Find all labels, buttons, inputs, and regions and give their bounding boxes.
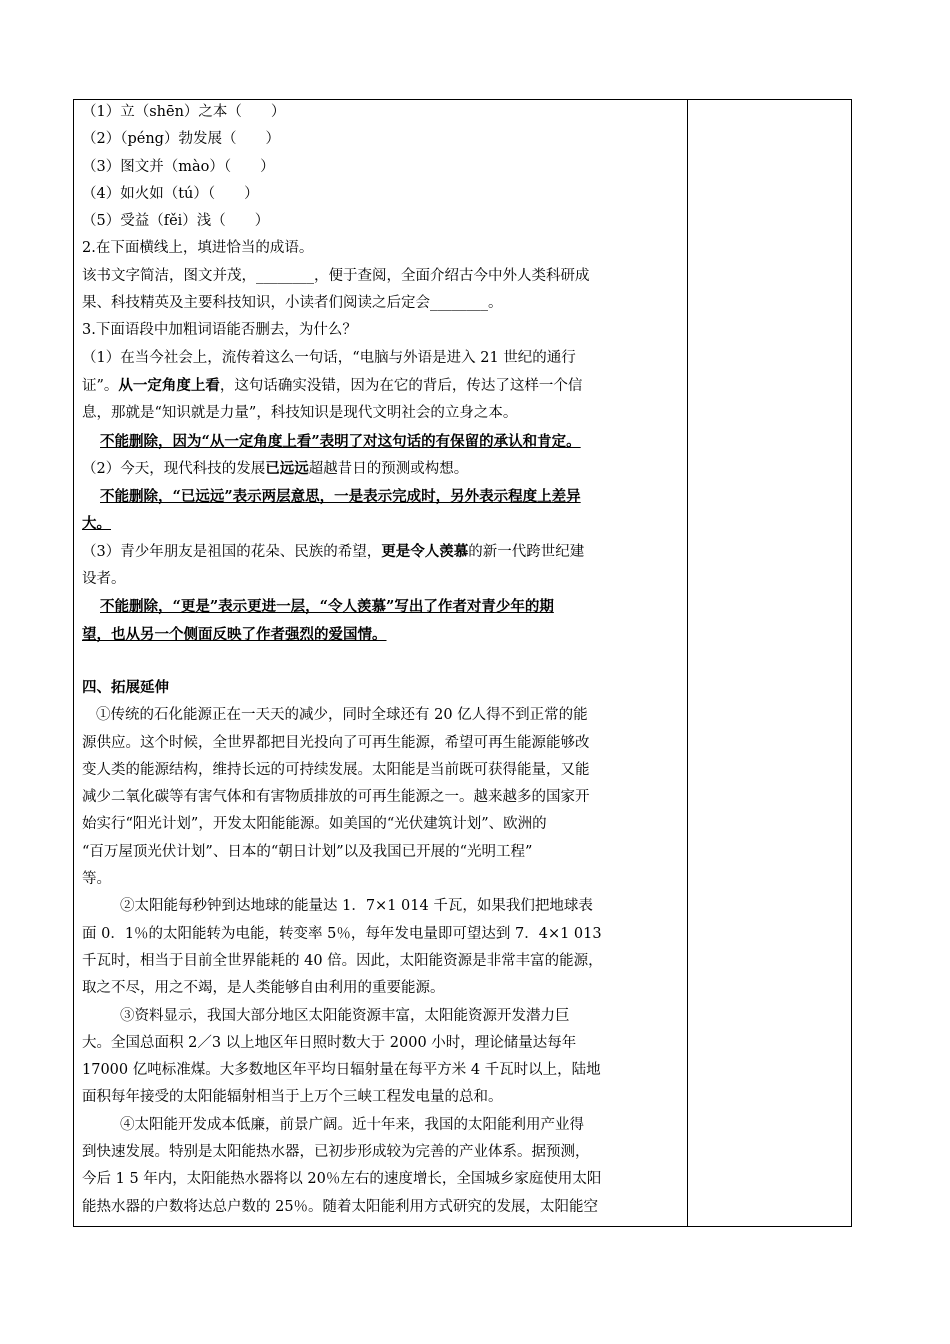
q2-title: 2.在下面横线上，填进恰当的成语。 <box>82 240 314 257</box>
para-line: 今后 1 5 年内，太阳能热水器将以 20％左右的速度增长，全国城乡家庭使用太阳 <box>82 1171 602 1188</box>
answer-3: 不能删除，“更是”表示更进一层，“令人羡慕”写出了作者对青少年的期 <box>100 598 554 616</box>
q3-p3-line <box>82 538 680 566</box>
answer-3-cont: 望，也从另一个侧面反映了作者强烈的爱国情。 <box>82 625 387 643</box>
para-line: ②太阳能每秒钟到达地球的能量达 1．7×1 014 千瓦，如果我们把地球表 <box>120 898 593 915</box>
q3-p1-line: （1）在当今社会上，流传着这么一句话，“电脑与外语是进入 21 世纪的通行 <box>82 349 576 366</box>
bold-phrase: 已远远 <box>265 459 309 477</box>
q3-p2-line <box>82 455 680 483</box>
q2-line: 果、科技精英及主要科技知识，小读者们阅读之后定会________。 <box>82 295 503 312</box>
text: ，这句话确实没错，因为在它的背后，传达了这样一个信 <box>219 377 583 394</box>
answer-2: 不能删除，“已远远”表示两层意思，一是表示完成时，另外表示程度上差异 <box>100 488 581 506</box>
para-line: ①传统的石化能源正在一天天的减少，同时全球还有 20 亿人得不到正常的能 <box>96 707 588 724</box>
para-line: 大。全国总面积 2／3 以上地区年日照时数大于 2000 小时，理论储量达每年 <box>82 1034 577 1051</box>
para-line: 始实行“阳光计划”，开发太阳能能源。如美国的“光伏建筑计划”、欧洲的 <box>82 816 547 833</box>
para-line: 17000 亿吨标准煤。大多数地区年平均日辐射量在每平方米 4 千瓦时以上，陆地 <box>82 1062 601 1079</box>
para-line: 千瓦时，相当于目前全世界能耗的 40 倍。因此，太阳能资源是非常丰富的能源， <box>82 952 603 969</box>
para-line: 面 0．1％的太阳能转为电能，转变率 5％，每年发电量即可望达到 7．4×1 013 <box>82 925 602 942</box>
para-line: 源供应。这个时候，全世界都把目光投向了可再生能源，希望可再生能源能够改 <box>82 734 590 751</box>
answer-2-cont: 大。 <box>82 515 111 533</box>
section-heading: 四、拓展延伸 <box>82 679 169 696</box>
text: 的新一代跨世纪建 <box>468 543 585 560</box>
para-line: “百万屋顶光伏计划”、日本的“朝日计划”以及我国已开展的“光明工程” <box>82 843 533 860</box>
text: （3）青少年朋友是祖国的花朵、民族的希望， <box>82 543 382 560</box>
left-cell-content <box>82 99 680 1221</box>
para-line: 减少二氧化碳等有害气体和有害物质排放的可再生能源之一。越来越多的国家开 <box>82 789 590 806</box>
para-line: 面积每年接受的太阳能辐射相当于上万个三峡工程发电量的总和。 <box>82 1089 503 1106</box>
q1-item: （4）如火如（tú）（ ） <box>82 185 259 202</box>
para-line: 等。 <box>82 871 111 888</box>
para-line: 到快速发展。特别是太阳能热水器，已初步形成较为完善的产业体系。据预测， <box>82 1143 590 1160</box>
para-line: 取之不尽，用之不竭，是人类能够自由利用的重要能源。 <box>82 980 445 997</box>
bold-phrase: 从一定角度上看 <box>118 376 220 394</box>
q3-p1-line <box>82 372 680 400</box>
q3-p1-line: 息，那就是“知识就是力量”，科技知识是现代文明社会的立身之本。 <box>82 405 518 422</box>
bold-phrase: 更是令人羡慕 <box>381 542 469 560</box>
q2-line: 该书文字简洁，图文并茂，________，便于查阅，全面介绍古今中外人类科研成 <box>82 267 590 284</box>
q1-item: （3）图文并（mào）（ ） <box>82 158 275 175</box>
text: 超越昔日的预测或构想。 <box>308 460 469 477</box>
q1-item: （5）受益（fěi）浅（ ） <box>82 213 270 230</box>
para-line: ④太阳能开发成本低廉，前景广阔。近十年来，我国的太阳能利用产业得 <box>120 1116 584 1133</box>
text: 证”。 <box>82 377 119 394</box>
text: （2）今天，现代科技的发展 <box>82 460 266 477</box>
q3-p3-line: 设者。 <box>82 571 126 588</box>
q1-item: （2）（péng）勃发展（ ） <box>82 131 280 148</box>
paragraph-2 <box>82 893 680 1002</box>
paragraph-3 <box>82 1003 680 1112</box>
answer-1: 不能删除，因为“从一定角度上看”表明了对这句话的有保留的承认和肯定。 <box>100 432 581 450</box>
para-line: ③资料显示，我国大部分地区太阳能资源丰富，太阳能资源开发潜力巨 <box>120 1007 570 1024</box>
spacer <box>82 648 680 675</box>
q1-item: （1）立（shēn）之本（ ） <box>82 104 286 120</box>
paragraph-4 <box>82 1112 680 1221</box>
column-divider <box>687 99 688 1227</box>
para-line: 变人类的能源结构，维持长远的可持续发展。太阳能是当前既可获得能量，又能 <box>82 761 590 778</box>
q3-title: 3.下面语段中加粗词语能否删去，为什么？ <box>82 322 357 339</box>
paragraph-1 <box>82 702 680 893</box>
para-line: 能热水器的户数将达总户数的 25％。随着太阳能利用方式研究的发展，太阳能空 <box>82 1198 599 1215</box>
